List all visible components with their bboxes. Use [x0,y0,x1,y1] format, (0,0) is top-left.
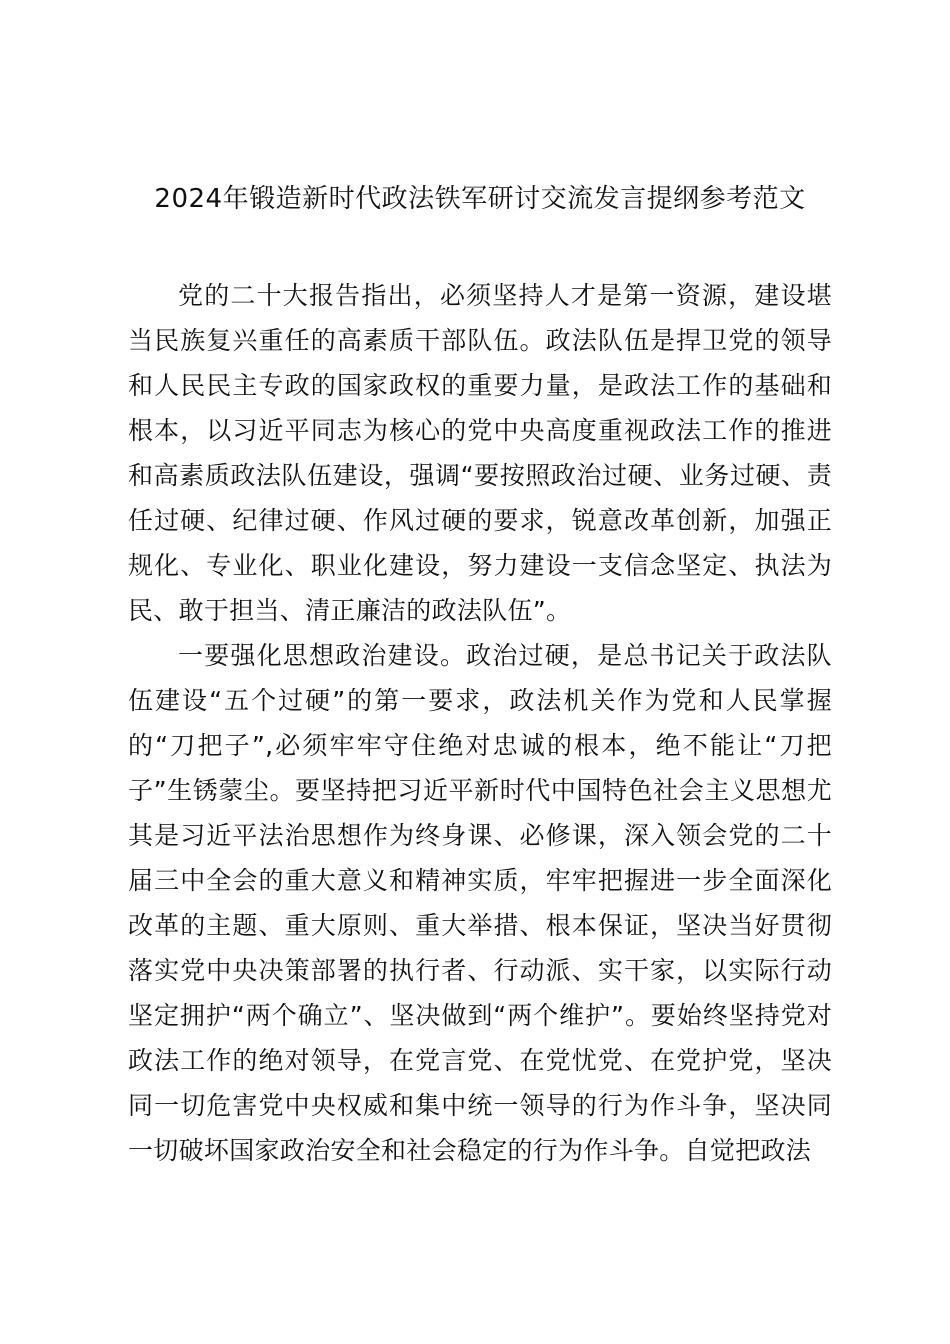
paragraph-political-building: 一要强化思想政治建设。政治过硬，是总书记关于政法队伍建设“五个过硬”的第一要求，政法机关作为党和人民掌握的“刀把子”,必须牢牢守住绝对忠诚的根本，绝不能让“刀把子”生锈蒙尘。要坚持把习近平新时代中国特色社会主义思想尤其是习近平法治思想作为终身课、必修课，深入领会党的二十届三中全会的重大意义和精神实质，牢牢把握进一步全面深化改革的主题、重大原则、重大举措、根本保证，坚决当好贯彻落实党中央决策部署的执行者、行动派、实干家，以实际行动坚定拥护“两个确立”、坚决做到“两个维护”。要始终坚持党对政法工作的绝对领导，在党言党、在党忧党、在党护党，坚决同一切危害党中央权威和集中统一领导的行为作斗争，坚决同一切破坏国家政治安全和社会稳定的行为作斗争。自觉把政法 [128,641,832,1165]
document-title: 2024年锻造新时代政法铁军研讨交流发言提纲参考范文 [154,184,806,214]
document-body [128,273,832,1173]
paragraph-intro: 党的二十大报告指出，必须坚持人才是第一资源，建设堪当民族复兴重任的高素质干部队伍。政法队伍是捍卫党的领导和人民民主专政的国家政权的重要力量，是政法工作的基础和根本，以习近平同志为核心的党中央高度重视政法工作的推进和高素质政法队伍建设，强调“要按照政治过硬、业务过硬、责任过硬、纪律过硬、作风过硬的要求，锐意改革创新，加强正规化、专业化、职业化建设，努力建设一支信念坚定、执法为民、敢于担当、清正廉洁的政法队伍”。 [128,281,832,625]
